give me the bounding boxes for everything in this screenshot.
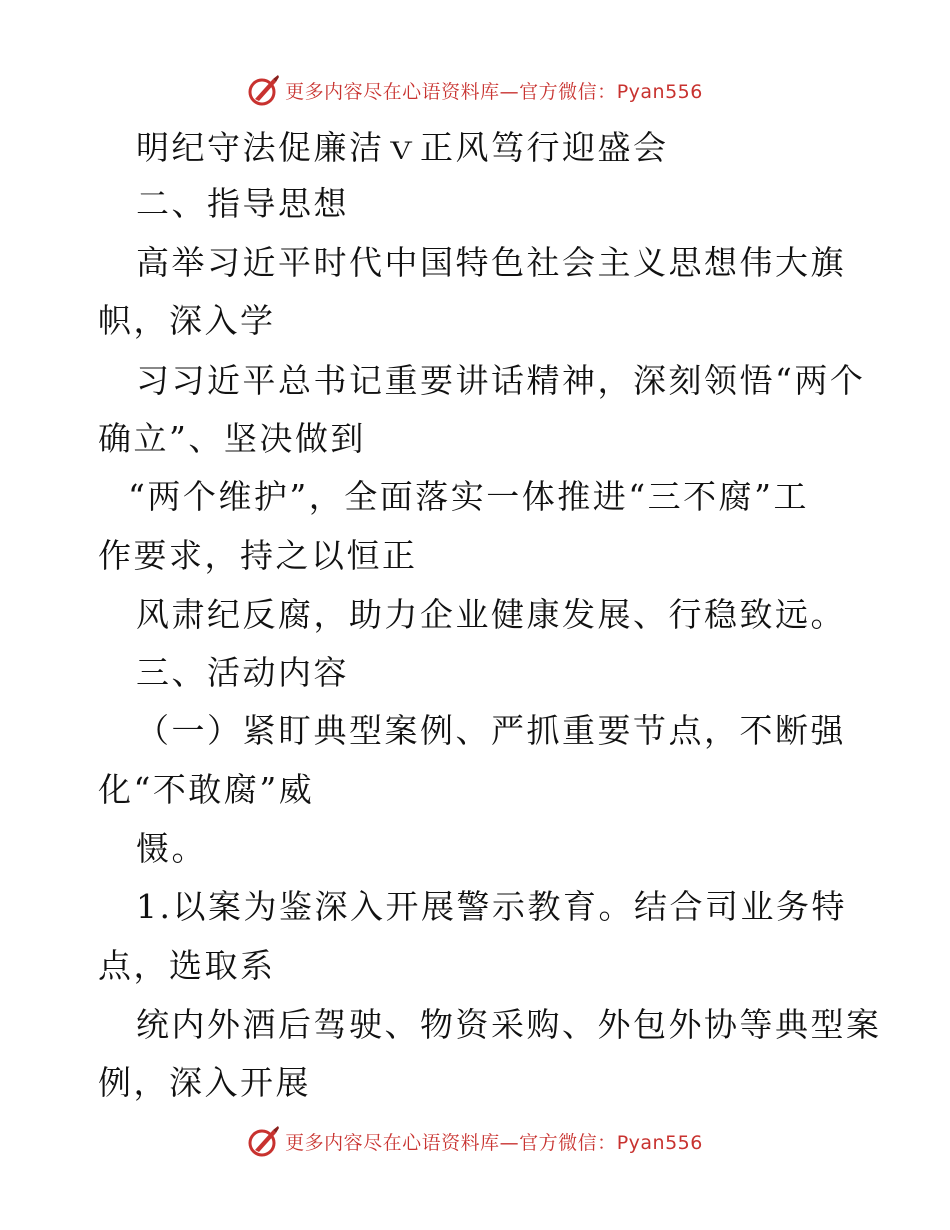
watermark-wechat-label: 官方微信： xyxy=(519,80,617,103)
footer-watermark xyxy=(0,1121,950,1161)
paragraph-line: 高举习近平时代中国特色社会主义思想伟大旗 xyxy=(136,243,846,282)
watermark-text xyxy=(285,77,703,104)
subsection-heading: （一）紧盯典型案例、严抓重要节点，不断强 xyxy=(136,711,846,750)
paragraph-line: “两个维护”，全面落实一体推进“三不腐”工 xyxy=(128,477,809,516)
watermark-wechat-id: Pyan556 xyxy=(616,80,703,103)
watermark-dash: — xyxy=(499,80,520,103)
paragraph-line: 作要求，持之以恒正 xyxy=(98,536,418,575)
numbered-item-line: 1.以案为鉴深入开展警示教育。结合司业务特 xyxy=(136,887,847,926)
quill-pen-logo-icon xyxy=(247,73,281,107)
quill-pen-logo-icon xyxy=(247,1124,281,1158)
paragraph-line: 慑。 xyxy=(136,829,207,868)
watermark-site-name: 更多内容尽在心语资料库 xyxy=(285,1131,500,1154)
watermark-dash: — xyxy=(499,1131,520,1154)
section-heading: 三、活动内容 xyxy=(136,653,349,692)
watermark-wechat-id: Pyan556 xyxy=(616,1131,703,1154)
watermark-wechat-label: 官方微信： xyxy=(519,1131,617,1154)
section-heading: 二、指导思想 xyxy=(136,184,349,223)
paragraph-line: 点，选取系 xyxy=(98,946,276,985)
paragraph-line: 统内外酒后驾驶、物资采购、外包外协等典型案 xyxy=(136,1005,882,1044)
paragraph-line: 帜，深入学 xyxy=(98,301,276,340)
paragraph-line: 例，深入开展 xyxy=(98,1063,311,1102)
paragraph-line: 习习近平总书记重要讲话精神，深刻领悟“两个 xyxy=(136,361,866,400)
watermark-text xyxy=(285,1128,703,1155)
paragraph-line: 风肃纪反腐，助力企业健康发展、行稳致远。 xyxy=(136,595,846,634)
paragraph-line: 确立”、坚决做到 xyxy=(98,419,366,458)
header-watermark xyxy=(0,70,950,110)
title-line: 明纪守法促廉洁ｖ正风笃行迎盛会 xyxy=(136,128,669,167)
watermark-site-name: 更多内容尽在心语资料库 xyxy=(285,80,500,103)
paragraph-line: 化“不敢腐”威 xyxy=(98,770,315,809)
